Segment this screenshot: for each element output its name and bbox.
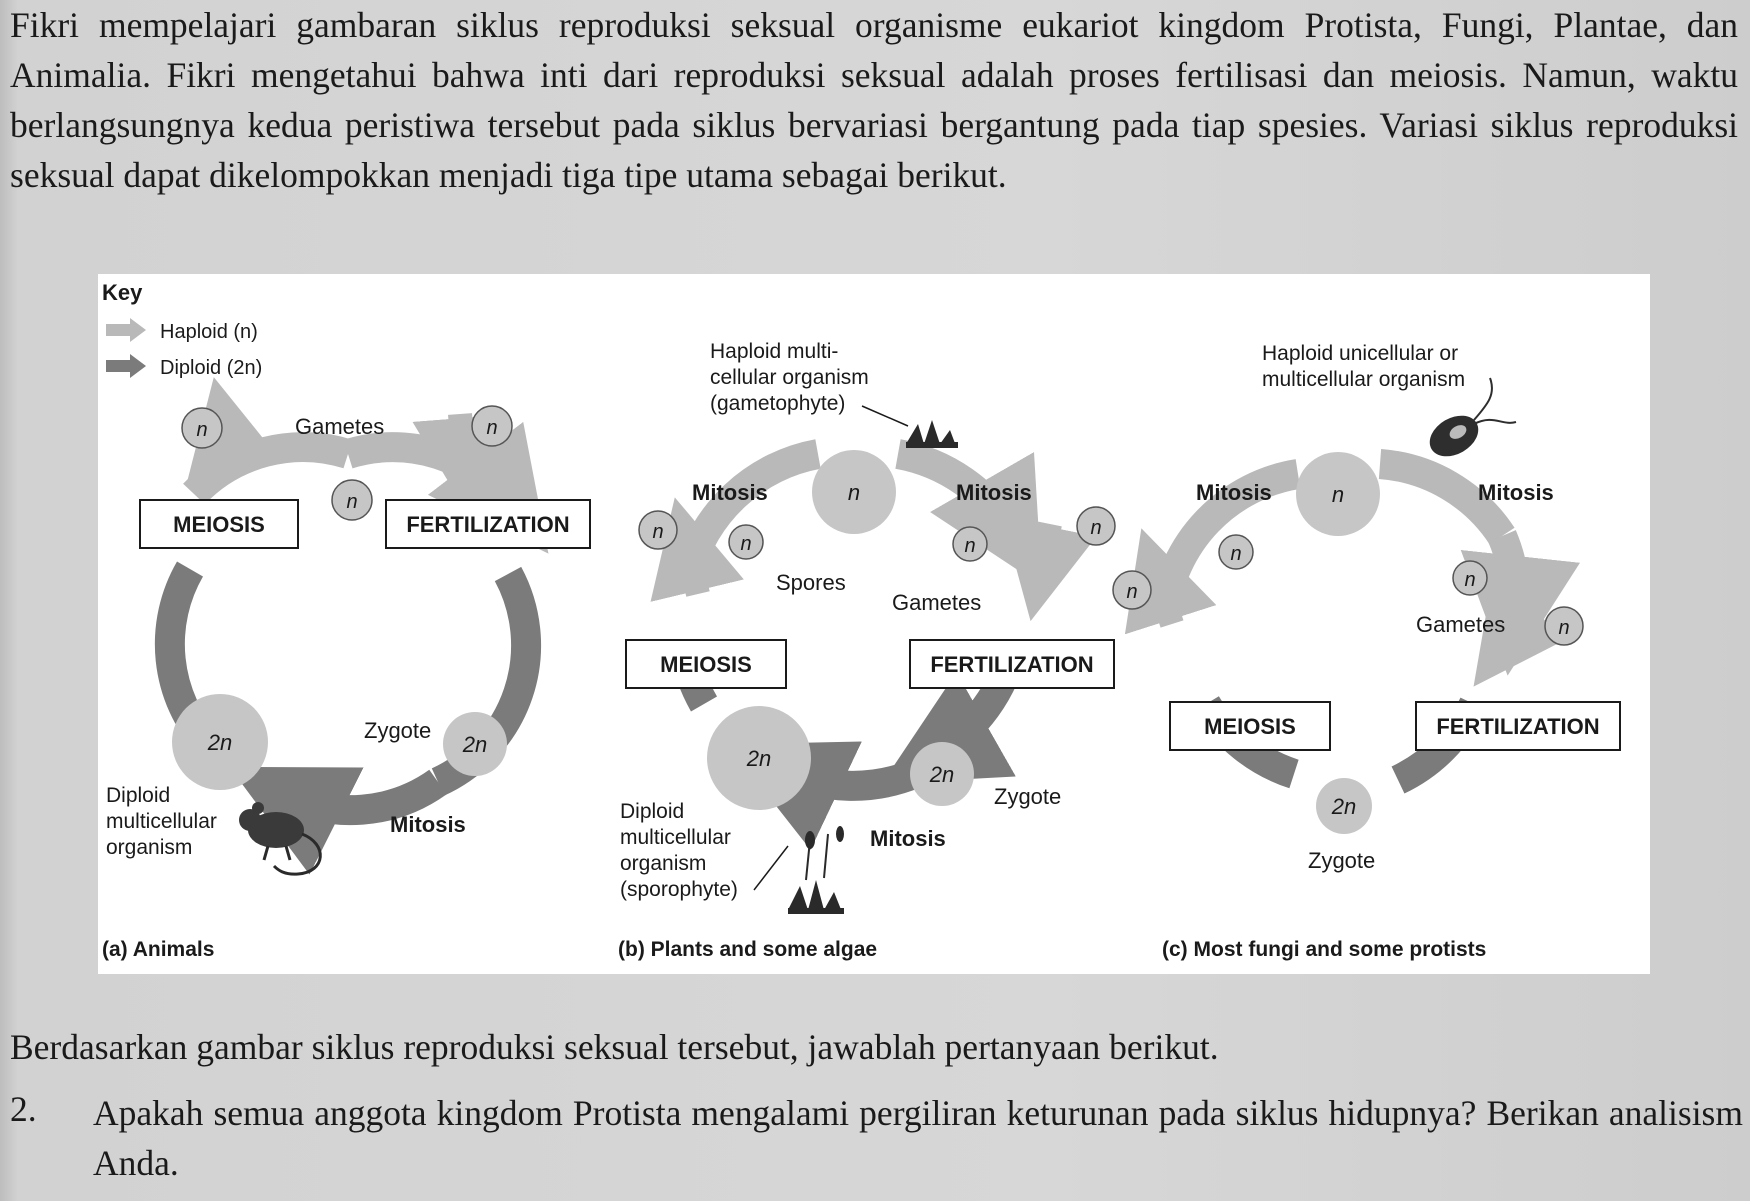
mitosis-right-label-c: Mitosis: [1478, 480, 1554, 505]
mitosis-label-a: Mitosis: [390, 812, 466, 837]
haploid-organism-label-c-2: multicellular organism: [1262, 368, 1466, 391]
mitosis-left-label-b: Mitosis: [692, 480, 768, 505]
haploid-key-arrow-icon: [106, 318, 146, 342]
gametophyte-n-b: n: [847, 480, 861, 505]
fertilization-label-b: FERTILIZATION: [930, 652, 1094, 677]
gamete-n-a-left: n: [196, 419, 208, 441]
spore-n-b-out: n: [652, 521, 664, 543]
cycle-c: [1113, 342, 1620, 961]
mitosis-right-label-b: Mitosis: [956, 480, 1032, 505]
diploid-2n-a-organism: 2n: [207, 730, 233, 755]
gametophyte-label-b-2: cellular organism: [710, 366, 869, 389]
meiosis-out-arrow-c: [1156, 574, 1172, 624]
meiosis-out-arrow-b: [686, 544, 698, 594]
question-text: Apakah semua anggota kingdom Protista mengalami pergiliran keturunan pada siklus hidupnya? Berikan analisism Anda.: [93, 1093, 1743, 1183]
sporophyte-label-b-3: organism: [620, 852, 707, 875]
gamete-in-arrow-a: [460, 414, 464, 466]
cycle-a: [102, 406, 590, 961]
gametes-label-b: Gametes: [892, 590, 982, 615]
fertilization-label-c: FERTILIZATION: [1436, 714, 1600, 739]
zygote-label-b: Zygote: [994, 784, 1062, 809]
gametophyte-label-b-1: Haploid multi-: [710, 340, 839, 363]
zygote-2n-b: 2n: [929, 762, 955, 787]
key-diploid-label: Diploid (2n): [160, 357, 263, 379]
meiosis-label-c: MEIOSIS: [1204, 714, 1296, 739]
gametophyte-label-b-3: (gametophyte): [710, 392, 846, 415]
spore-n-b-in: n: [740, 533, 752, 555]
gametes-label-a: Gametes: [295, 414, 385, 439]
diploid-arc-a-bottom: [283, 782, 438, 810]
gamete-n-c-out: n: [1558, 617, 1570, 639]
question-number: 2.: [10, 1089, 37, 1129]
gamete-in-arrow-b: [1040, 524, 1050, 574]
gamete-n-b-in: n: [964, 535, 976, 557]
key-title: Key: [102, 280, 143, 305]
spore-n-c-in: n: [1230, 543, 1242, 565]
moss-plant-icon: [906, 420, 958, 448]
life-cycle-figure: [98, 274, 1650, 974]
haploid-arc-a: [194, 447, 348, 494]
spore-n-c-out: n: [1126, 581, 1138, 603]
caption-c: (c) Most fungi and some protists: [1162, 938, 1487, 961]
mitosis-bottom-label-b: Mitosis: [870, 826, 946, 851]
haploid-n-c: n: [1331, 482, 1345, 507]
meiosis-out-arrow-a: [224, 424, 234, 470]
zygote-label-a: Zygote: [364, 718, 432, 743]
mitosis-left-label-c: Mitosis: [1196, 480, 1272, 505]
instruction-text: Berdasarkan gambar siklus reproduksi seksual tersebut, jawablah pertanyaan berikut.: [10, 1027, 1219, 1067]
intro-paragraph: Fikri mempelajari gambaran siklus reproduksi seksual organisme eukariot kingdom Protista, Fungi, Plantae, dan Animalia. Fikri mengetahui bahwa inti dari reproduksi seksual adalah proses fertilisasi dan meiosis. Namun, waktu berlangsungnya kedua peristiwa tersebut pada siklus bervariasi bergantung pada tiap spesies. Variasi siklus reproduksi seksual dapat dikelompokkan menjadi tiga tipe utama sebagai berikut.: [10, 5, 1738, 195]
key-haploid-label: Haploid (n): [160, 321, 258, 343]
sporophyte-pointer-line: [754, 846, 788, 890]
diploid-organism-label-a-3: organism: [106, 836, 193, 859]
gamete-n-a-right: n: [486, 417, 498, 439]
caption-b: (b) Plants and some algae: [618, 938, 878, 961]
haploid-arc-a2: [348, 447, 512, 506]
haploid-organism-label-c-1: Haploid unicellular or: [1262, 342, 1459, 365]
gamete-n-a-mid: n: [346, 491, 358, 513]
meiosis-label-a: MEIOSIS: [173, 512, 265, 537]
sporophyte-plant-icon: [788, 826, 844, 914]
gametophyte-pointer-line: [862, 406, 908, 426]
haploid-arc-c-right2: [1502, 536, 1515, 616]
sporophyte-label-b-1: Diploid: [620, 800, 685, 823]
meiosis-label-b: MEIOSIS: [660, 652, 752, 677]
sporophyte-label-b-2: multicellular: [620, 826, 731, 849]
zygote-2n-a: 2n: [462, 732, 488, 757]
diploid-organism-label-a-1: Diploid: [106, 784, 171, 807]
cycle-b: [618, 340, 1115, 961]
gamete-in-arrow-c: [1502, 610, 1530, 648]
life-cycle-diagram: [98, 274, 1650, 974]
sporophyte-2n-b: 2n: [746, 746, 772, 771]
sporophyte-label-b-4: (sporophyte): [620, 878, 738, 901]
diploid-key-arrow-icon: [106, 354, 146, 378]
fertilization-label-a: FERTILIZATION: [406, 512, 570, 537]
caption-a: (a) Animals: [102, 938, 215, 961]
diploid-organism-label-a-2: multicellular: [106, 810, 217, 833]
zygote-2n-c: 2n: [1331, 794, 1357, 819]
zygote-label-c: Zygote: [1308, 848, 1376, 873]
spores-label-b: Spores: [776, 570, 846, 595]
gamete-n-c-in: n: [1464, 569, 1476, 591]
gamete-n-b-out: n: [1090, 517, 1102, 539]
gametes-label-c: Gametes: [1416, 612, 1506, 637]
